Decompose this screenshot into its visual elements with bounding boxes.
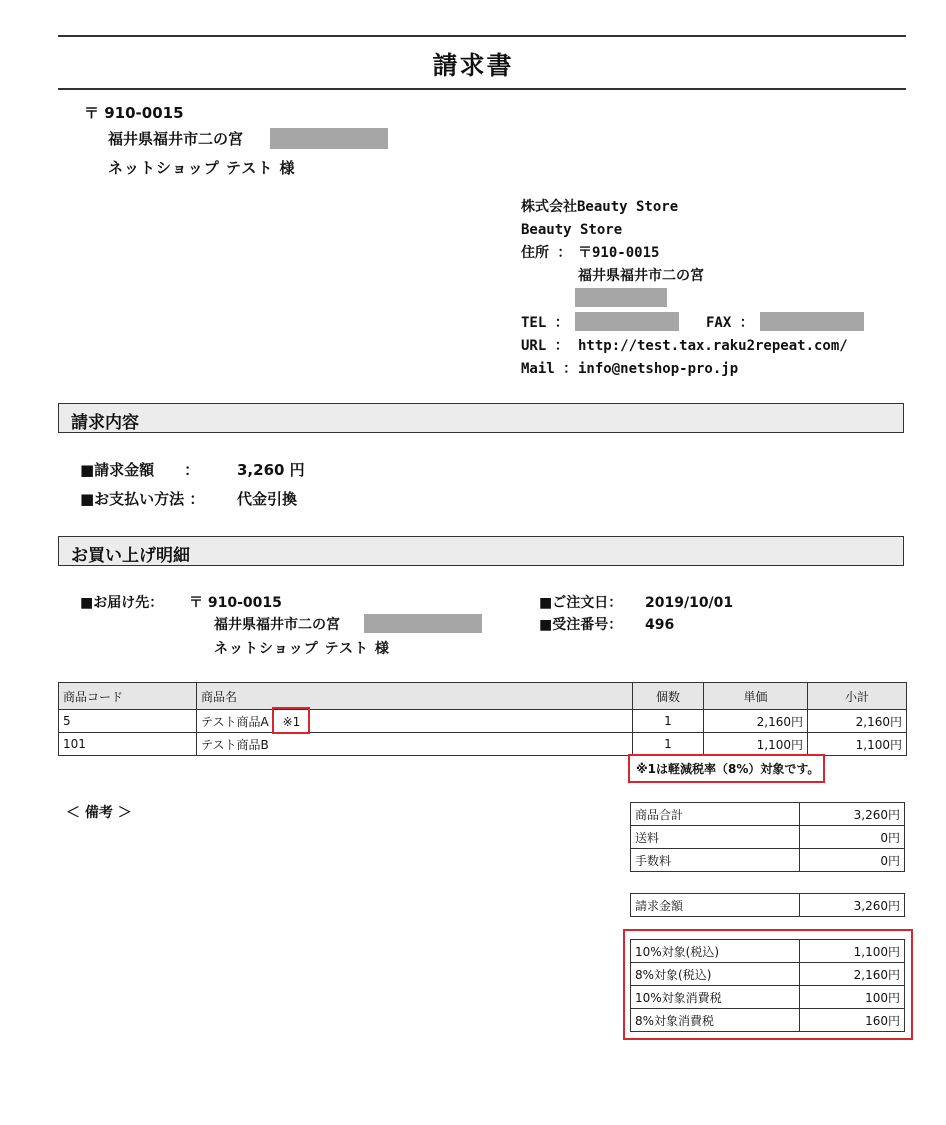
recipient-name: ネットショップ テスト 様	[108, 159, 296, 177]
details-section-header	[58, 536, 904, 566]
item-subtotal: 2,160円	[808, 710, 907, 733]
sender-postal: 〒910-0015	[578, 245, 660, 261]
reduced-tax-mark: ※1	[282, 714, 301, 729]
redacted-block	[575, 312, 679, 331]
details-header-text: お買い上げ明細	[71, 546, 190, 566]
payment-method-label: ■お支払い方法 ：	[80, 490, 205, 508]
highlight-box	[623, 929, 913, 1040]
summary-label: 手数料	[631, 849, 800, 872]
sender-address: 福井県福井市二の宮	[578, 268, 704, 284]
items-table	[58, 682, 907, 756]
summary-value: 0円	[800, 849, 905, 872]
summary-value: 0円	[800, 826, 905, 849]
billing-amount: 3,260 円	[237, 461, 305, 479]
tax-label: 8%対象(税込)	[631, 963, 800, 986]
tax-label: 10%対象(税込)	[631, 940, 800, 963]
tax-value: 160円	[800, 1009, 905, 1032]
item-name-cell	[197, 733, 633, 756]
item-qty: 1	[633, 733, 704, 756]
summary-table	[630, 802, 905, 872]
recipient-postal: 〒 910-0015	[84, 104, 184, 122]
delivery-postal: 〒 910-0015	[189, 595, 282, 611]
sender-fax-label: FAX ：	[706, 315, 754, 331]
sender-mail-label: Mail ：	[521, 361, 578, 377]
sender-tel-label: TEL ：	[521, 315, 569, 331]
summary-value: 3,260円	[800, 803, 905, 826]
delivery-label: ■お届け先：	[80, 595, 164, 611]
summary-label: 送料	[631, 826, 800, 849]
item-name: テスト商品A	[201, 714, 269, 729]
col-header-qty: 個数	[633, 683, 704, 710]
tax-value: 1,100円	[800, 940, 905, 963]
tax-value: 2,160円	[800, 963, 905, 986]
col-header-price: 単価	[704, 683, 808, 710]
highlight-box	[628, 754, 825, 783]
item-price: 2,160円	[704, 710, 808, 733]
tax-label: 10%対象消費税	[631, 986, 800, 1009]
item-name: テスト商品B	[201, 737, 269, 752]
tax-label: 8%対象消費税	[631, 1009, 800, 1032]
sender-store: Beauty Store	[521, 222, 623, 238]
table-header-row	[59, 683, 907, 710]
item-code: 101	[59, 733, 197, 756]
redacted-block	[760, 312, 864, 331]
tax-value: 100円	[800, 986, 905, 1009]
sender-mail: info@netshop-pro.jp	[578, 361, 739, 377]
col-header-name: 商品名	[197, 683, 633, 710]
order-number: 496	[645, 617, 675, 633]
total-row	[631, 894, 905, 917]
summary-row	[631, 826, 905, 849]
delivery-name: ネットショップ テスト 様	[214, 641, 390, 657]
summary-row	[631, 849, 905, 872]
redacted-block	[575, 288, 667, 307]
billing-header-text: 請求内容	[71, 413, 139, 433]
col-header-subtotal: 小計	[808, 683, 907, 710]
table-row	[59, 733, 907, 756]
item-name-cell	[197, 710, 633, 733]
order-date: 2019/10/01	[645, 595, 734, 611]
title-top-rule	[58, 35, 906, 37]
delivery-address: 福井県福井市二の宮	[214, 617, 340, 633]
redacted-block	[270, 128, 388, 149]
order-number-label: ■受注番号：	[539, 617, 623, 633]
item-qty: 1	[633, 710, 704, 733]
order-date-label: ■ご注文日：	[539, 595, 623, 611]
recipient-address: 福井県福井市二の宮	[108, 130, 244, 148]
reduced-tax-note: ※1は軽減税率（8%）対象です。	[636, 762, 820, 776]
highlight-box	[272, 707, 310, 734]
sender-url-label: URL ：	[521, 338, 569, 354]
col-header-code: 商品コード	[59, 683, 197, 710]
title-bottom-rule	[58, 88, 906, 90]
page-title: 請求書	[432, 51, 514, 80]
billing-section-header	[58, 403, 904, 433]
item-subtotal: 1,100円	[808, 733, 907, 756]
table-row	[59, 710, 907, 733]
remarks-label: ＜ 備考 ＞	[66, 805, 132, 821]
summary-label: 商品合計	[631, 803, 800, 826]
redacted-block	[364, 614, 482, 633]
sender-company: 株式会社Beauty Store	[521, 199, 679, 215]
summary-row	[631, 803, 905, 826]
total-table	[630, 893, 905, 917]
billing-amount-label: ■請求金額 ：	[80, 461, 200, 479]
sender-url: http://test.tax.raku2repeat.com/	[578, 338, 848, 354]
item-code: 5	[59, 710, 197, 733]
sender-address-label: 住所 ：	[521, 245, 572, 261]
item-price: 1,100円	[704, 733, 808, 756]
total-label: 請求金額	[631, 894, 800, 917]
payment-method: 代金引換	[237, 490, 298, 508]
total-value: 3,260円	[800, 894, 905, 917]
